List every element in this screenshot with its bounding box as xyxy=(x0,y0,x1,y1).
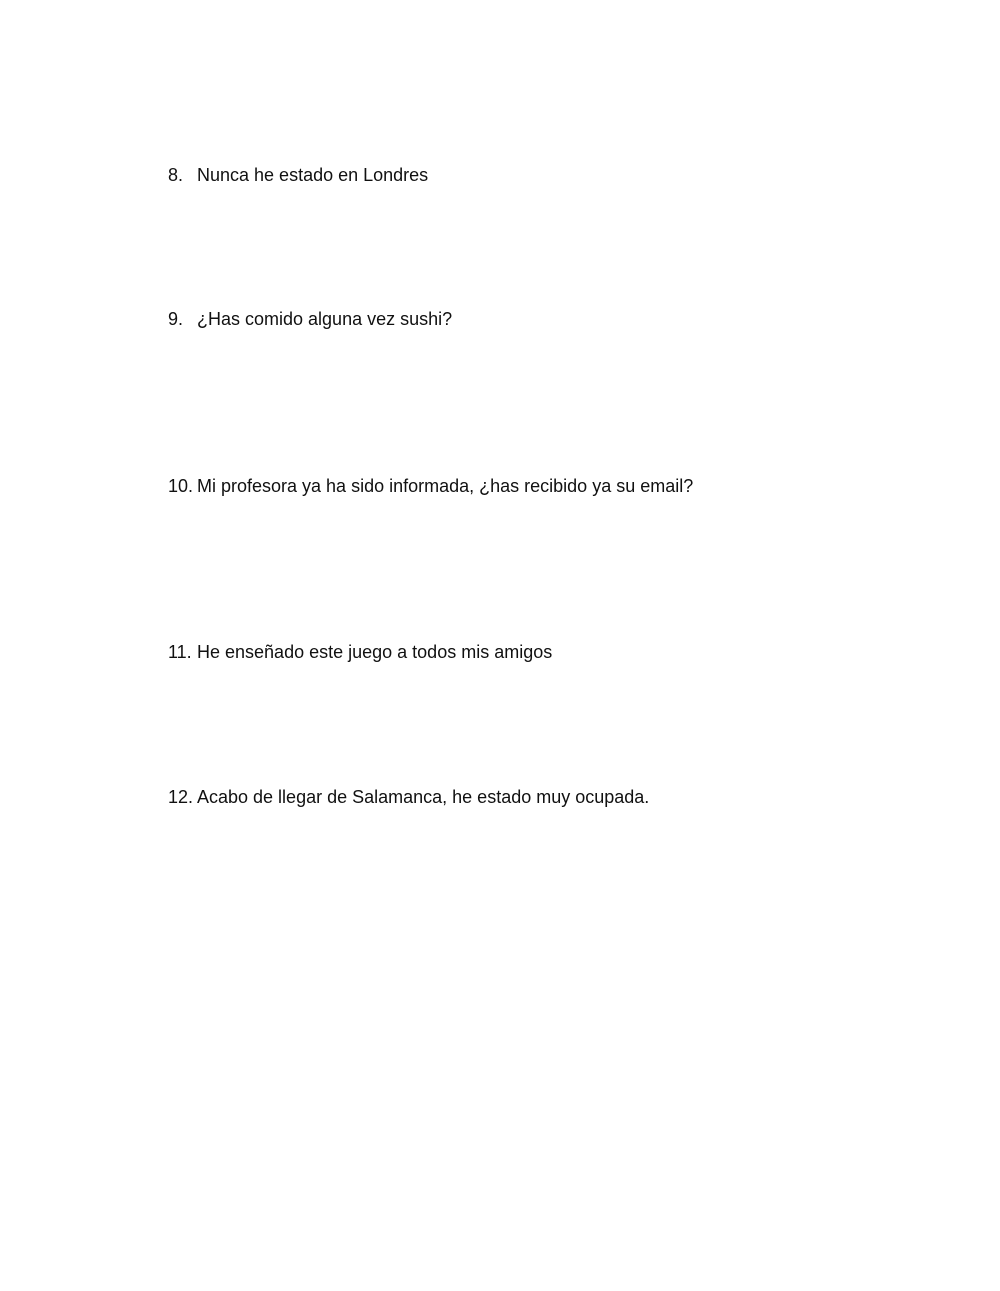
list-item xyxy=(168,164,428,186)
list-item xyxy=(168,786,649,808)
list-item xyxy=(168,308,452,330)
item-number: 11. xyxy=(168,642,192,662)
list-item xyxy=(168,475,693,497)
item-text: He enseñado este juego a todos mis amigos xyxy=(197,642,553,662)
list-item xyxy=(168,641,552,663)
item-number: 8. xyxy=(168,165,184,185)
item-text: Nunca he estado en Londres xyxy=(197,165,429,185)
item-number: 10. xyxy=(168,476,194,496)
item-number: 12. xyxy=(168,787,194,807)
item-text: ¿Has comido alguna vez sushi? xyxy=(197,309,453,329)
item-number: 9. xyxy=(168,309,184,329)
item-text: Mi profesora ya ha sido informada, ¿has recibido ya su email? xyxy=(197,476,694,496)
item-text: Acabo de llegar de Salamanca, he estado muy ocupada. xyxy=(197,787,650,807)
